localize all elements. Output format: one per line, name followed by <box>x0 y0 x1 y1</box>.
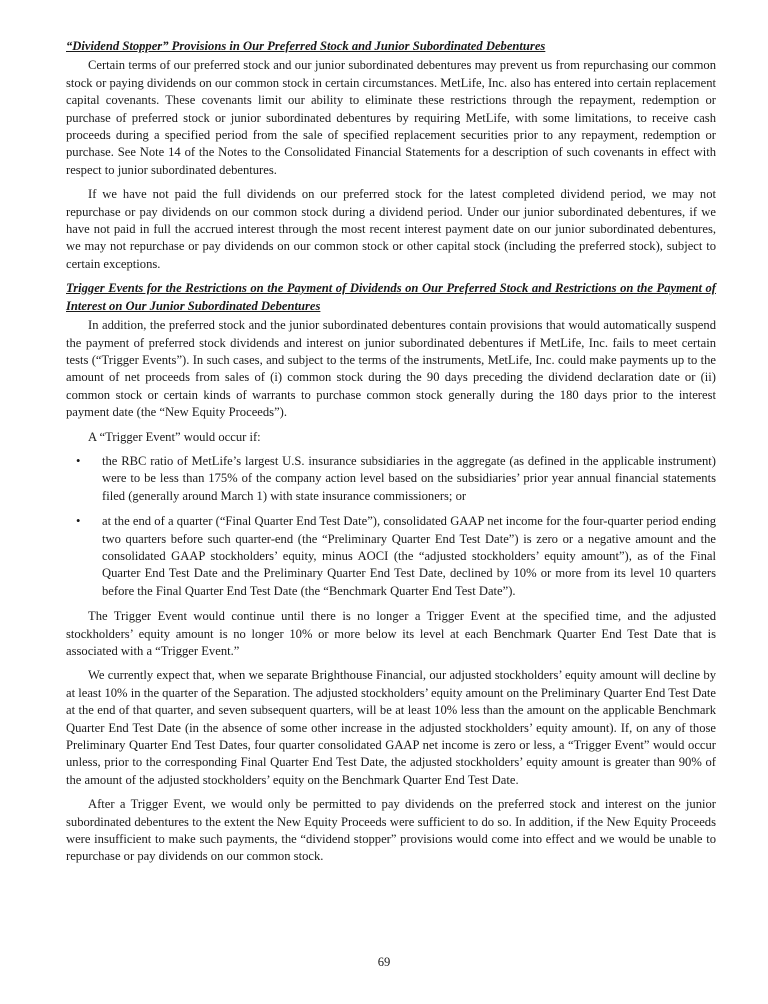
list-item <box>66 453 716 505</box>
list-item <box>66 513 716 600</box>
paragraph: We currently expect that, when we separate Brighthouse Financial, our adjusted stockholders’ equity amount will decline by at least 10% in the quarter of the Separation. The adjusted stockholders’ equity amount on the Preliminary Quarter End Test Date at the end of that quarter, and seven subsequent quarters, will be at least 10% less than the amount on the applicable Benchmark Quarter End Test Date (in the absence of some other increase in the adjusted stockholders’ equity amount). If, on any of those Preliminary Quarter End Test Dates, four quarter consolidated GAAP net income is zero or less, a “Trigger Event” would occur unless, prior to the corresponding Final Quarter End Test Date, the adjusted stockholders’ equity amount is greater than 90% of the amount of the adjusted stockholders’ equity on the Benchmark Quarter End Test Date. <box>66 668 716 787</box>
bullet-icon: • <box>76 453 81 468</box>
paragraph: The Trigger Event would continue until there is no longer a Trigger Event at the specified time, and the adjusted stockholders’ equity amount is no longer 10% or more below its level at each Benchmark Quarter End Test Date that is associated with a “Trigger Event.” <box>66 609 716 658</box>
list-item-text: at the end of a quarter (“Final Quarter End Test Date”), consolidated GAAP net income for the four-quarter period ending two quarters before such quarter-end (the “Preliminary Quarter End Test Date”) is zero or a negative amount and the consolidated GAAP stockholders’ equity, minus AOCI (the “adjusted stockholders’ equity amount”), as of the Final Quarter End Test Date and the Preliminary Quarter End Test Date, declined by 10% or more from its level 10 quarters before the Final Quarter End Test Date (the “Benchmark Quarter End Test Date”). <box>102 514 716 598</box>
bullet-icon: • <box>76 514 81 529</box>
paragraph: After a Trigger Event, we would only be permitted to pay dividends on the preferred stock and interest on the junior subordinated debentures to the extent the New Equity Proceeds were sufficient to do so. In addition, if the New Equity Proceeds were insufficient to make such payments, the “dividend stopper” provisions would come into effect and we would be unable to repurchase or pay dividends on our common stock. <box>66 797 716 864</box>
paragraph: Certain terms of our preferred stock and our junior subordinated debentures may prevent us from repurchasing our common stock or paying dividends on our common stock in certain circumstances. MetLife, Inc. also has entered into certain replacement capital covenants. These covenants limit our ability to eliminate these restrictions through the repayment, redemption or purchase of preferred stock or junior subordinated debentures by requiring MetLife, with some limitations, to receive cash proceeds during a specified period from the sale of specified replacement securities prior to any repayment, redemption or purchase. See Note 14 of the Notes to the Consolidated Financial Statements for a description of such covenants in effect with respect to junior subordinated debentures. <box>66 58 716 177</box>
document-page <box>66 38 716 873</box>
paragraph: A “Trigger Event” would occur if: <box>88 429 261 444</box>
paragraph: In addition, the preferred stock and the junior subordinated debentures contain provisions that would automatically suspend the payment of preferred stock dividends and interest on junior subordinated debentures if MetLife, Inc. fails to meet certain tests (“Trigger Events”). In such cases, and subject to the terms of the instruments, MetLife, Inc. could make payments up to the amount of net proceeds from sales of (i) common stock during the 90 days preceding the dividend declaration date or (ii) common stock or certain kinds of warrants to purchase common stock generally during the 180 days prior to the interest payment date (the “New Equity Proceeds”). <box>66 318 716 420</box>
trigger-event-conditions-list <box>66 453 716 600</box>
paragraph: If we have not paid the full dividends on our preferred stock for the latest completed dividend period, we may not repurchase or pay dividends on our common stock during a dividend period. Under our junior subordinated debentures, if we have not paid in full the accrued interest through the most recent interest payment date on our junior subordinated debentures, we may not repurchase or pay dividends on our common stock or other capital stock (including the preferred stock), subject to certain exceptions. <box>66 187 716 271</box>
list-item-text: the RBC ratio of MetLife’s largest U.S. insurance subsidiaries in the aggregate (as defined in the applicable instrument) were to be less than 175% of the company action level based on the subsidiaries’ prior year annual financial statements filed (generally around March 1) with state insurance commissioners; or <box>102 453 716 503</box>
section-heading-dividend-stopper: “Dividend Stopper” Provisions in Our Preferred Stock and Junior Subordinated Debentures <box>66 39 546 53</box>
section-heading-trigger-events: Trigger Events for the Restrictions on the Payment of Dividends on Our Preferred Stock and Restrictions on the Payment of Interest on Our Junior Subordinated Debentures <box>66 281 716 313</box>
page-number: 69 <box>377 955 391 969</box>
